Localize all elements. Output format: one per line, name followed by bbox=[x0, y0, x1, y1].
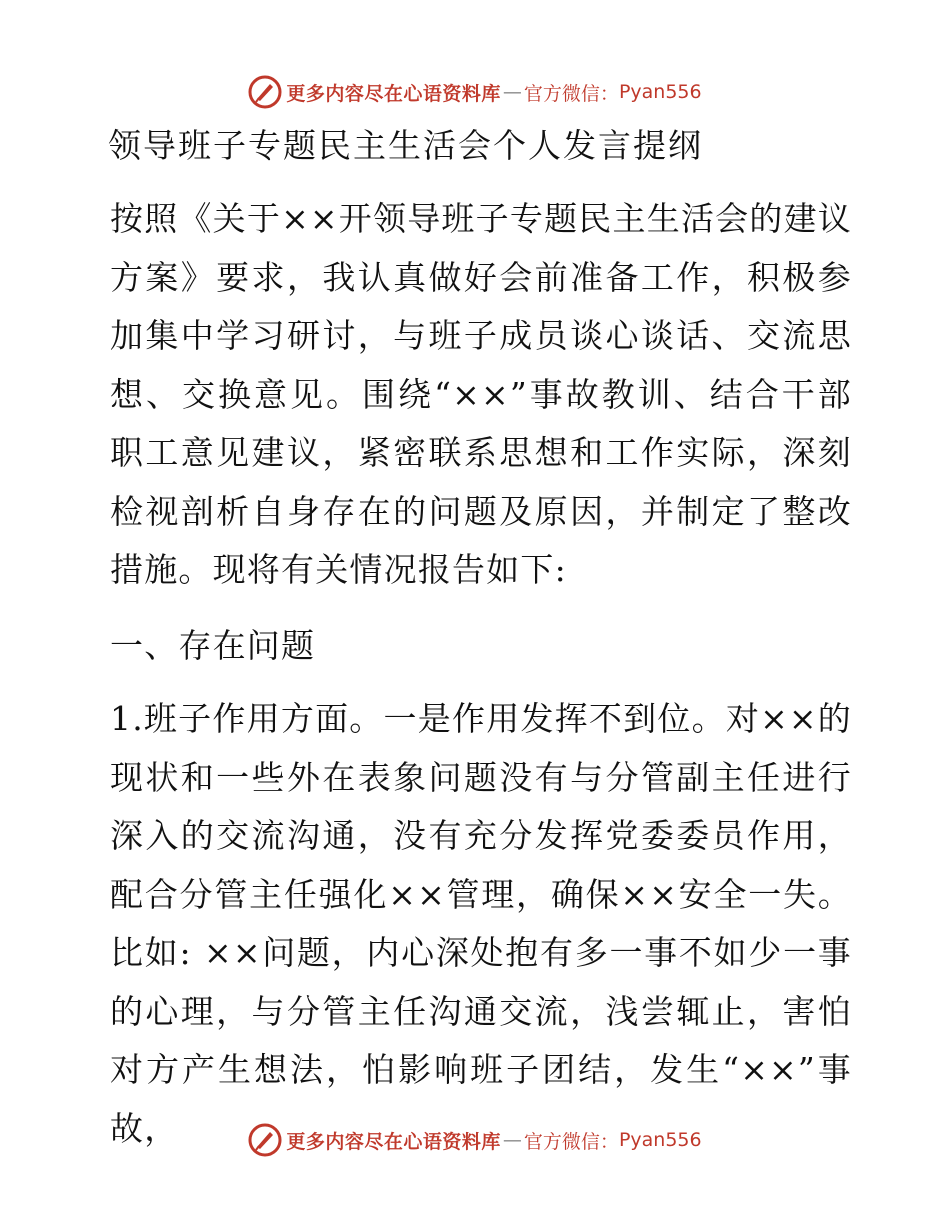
header-watermark bbox=[0, 72, 950, 112]
watermark-tail-text: 官方微信： bbox=[523, 82, 619, 105]
watermark-main-text: 更多内容尽在心语资料库 bbox=[286, 1130, 501, 1153]
document-title: 领导班子专题民主生活会个人发言提纲 bbox=[108, 126, 703, 165]
quill-logo-icon bbox=[248, 75, 282, 109]
watermark-separator: — bbox=[502, 81, 522, 103]
item-1-paragraph: 1.班子作用方面。一是作用发挥不到位。对××的现状和一些外在表象问题没有与分管副主任进行深入的交流沟通，没有充分发挥党委委员作用，配合分管主任强化××管理，确保××安全一失。比如: ××问题，内心深处抱有多一事不如少一事的心理，与分管主任沟通交流，浅尝辄止，害怕对方产生想法，怕影响班子团结，发生“××”事故， bbox=[110, 699, 852, 1148]
quill-logo-icon bbox=[248, 1123, 282, 1157]
watermark-wechat-id: Pyan556 bbox=[618, 81, 702, 103]
watermark-main-text: 更多内容尽在心语资料库 bbox=[286, 82, 501, 105]
watermark-tail-text: 官方微信： bbox=[523, 1130, 619, 1153]
watermark-separator: — bbox=[502, 1129, 522, 1151]
section-heading: 一、存在问题 bbox=[110, 625, 316, 665]
intro-paragraph: 按照《关于××开领导班子专题民主生活会的建议方案》要求，我认真做好会前准备工作，积极参加集中学习研讨，与班子成员谈心谈话、交流思想、交换意见。围绕“××”事故教训、结合干部职工意见建议，紧密联系思想和工作实际，深刻检视剖析自身存在的问题及原因，并制定了整改措施。现将有关情况报告如下: bbox=[110, 199, 852, 589]
footer-watermark bbox=[0, 1120, 950, 1160]
watermark-wechat-id: Pyan556 bbox=[618, 1129, 702, 1151]
document-body bbox=[100, 118, 852, 1158]
